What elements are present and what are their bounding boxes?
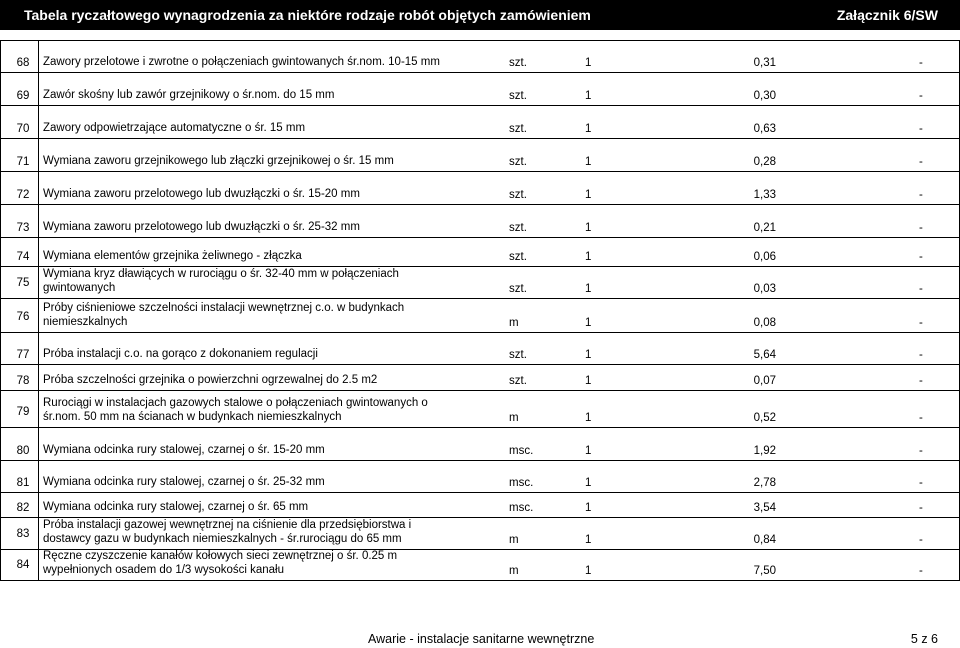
unit-of-measure: m bbox=[509, 565, 519, 577]
unit-of-measure: szt. bbox=[509, 57, 527, 69]
row-number: 77 bbox=[16, 349, 30, 361]
table-row bbox=[1, 333, 959, 365]
extra-value: - bbox=[919, 477, 923, 489]
extra-value: - bbox=[919, 156, 923, 168]
rate-value: 0,30 bbox=[753, 90, 776, 102]
extra-value: - bbox=[919, 565, 923, 577]
rate-value: 0,07 bbox=[753, 375, 776, 387]
unit-of-measure: m bbox=[509, 412, 519, 424]
rate-value: 0,84 bbox=[753, 534, 776, 546]
row-number: 80 bbox=[16, 445, 30, 457]
item-description bbox=[43, 518, 411, 546]
rates-table bbox=[0, 40, 960, 581]
row-number: 75 bbox=[16, 277, 30, 289]
table-row bbox=[1, 267, 959, 299]
item-description bbox=[43, 267, 399, 295]
quantity: 1 bbox=[585, 477, 592, 489]
row-number: 71 bbox=[16, 156, 30, 168]
unit-of-measure: szt. bbox=[509, 375, 527, 387]
row-number: 78 bbox=[16, 375, 30, 387]
table-row bbox=[1, 518, 959, 550]
quantity: 1 bbox=[585, 565, 592, 577]
table-row bbox=[1, 299, 959, 333]
quantity: 1 bbox=[585, 317, 592, 329]
item-description bbox=[43, 549, 397, 577]
unit-of-measure: szt. bbox=[509, 349, 527, 361]
quantity: 1 bbox=[585, 189, 592, 201]
item-description bbox=[43, 396, 428, 424]
rate-value: 0,08 bbox=[753, 317, 776, 329]
description-line: Próby ciśnieniowe szczelności instalacji wewnętrznej c.o. w budynkach bbox=[43, 302, 405, 314]
rate-value: 0,52 bbox=[753, 412, 776, 424]
item-description bbox=[43, 347, 318, 361]
quantity: 1 bbox=[585, 57, 592, 69]
table-row bbox=[1, 73, 959, 106]
rate-value: 2,78 bbox=[753, 477, 776, 489]
extra-value: - bbox=[919, 189, 923, 201]
table-row bbox=[1, 391, 959, 428]
row-number: 74 bbox=[16, 251, 30, 263]
description-line: Wymiana zaworu grzejnikowego lub złączki grzejnikowej o śr. 15 mm bbox=[43, 155, 394, 167]
annex-label: Załącznik 6/SW bbox=[836, 7, 938, 23]
page-header bbox=[0, 0, 960, 30]
row-number: 73 bbox=[16, 222, 30, 234]
description-line: Próba instalacji c.o. na gorąco z dokonaniem regulacji bbox=[43, 348, 318, 360]
unit-of-measure: szt. bbox=[509, 222, 527, 234]
item-description bbox=[43, 88, 334, 102]
quantity: 1 bbox=[585, 222, 592, 234]
table-row bbox=[1, 365, 959, 391]
item-description bbox=[43, 220, 360, 234]
quantity: 1 bbox=[585, 445, 592, 457]
extra-value: - bbox=[919, 349, 923, 361]
item-description bbox=[43, 443, 325, 457]
extra-value: - bbox=[919, 222, 923, 234]
description-line: dostawcy gazu w budynkach niemieszkalnych - śr.rurociągu do 65 mm bbox=[43, 533, 402, 545]
extra-value: - bbox=[919, 317, 923, 329]
extra-value: - bbox=[919, 445, 923, 457]
document-title: Tabela ryczałtowego wynagrodzenia za niektóre rodzaje robót objętych zamówieniem bbox=[24, 7, 591, 23]
quantity: 1 bbox=[585, 349, 592, 361]
description-line: Wymiana zaworu przelotowego lub dwuzłączki o śr. 15-20 mm bbox=[43, 188, 360, 200]
row-number: 68 bbox=[16, 57, 30, 69]
extra-value: - bbox=[919, 412, 923, 424]
table-row bbox=[1, 172, 959, 205]
item-description bbox=[43, 500, 308, 514]
description-line: Próba szczelności grzejnika o powierzchni ogrzewalnej do 2.5 m2 bbox=[43, 374, 378, 386]
row-number: 70 bbox=[16, 123, 30, 135]
rate-value: 0,21 bbox=[753, 222, 776, 234]
extra-value: - bbox=[919, 375, 923, 387]
row-divider bbox=[1, 580, 959, 581]
footer-section: Awarie - instalacje sanitarne wewnętrzne bbox=[368, 632, 595, 646]
extra-value: - bbox=[919, 90, 923, 102]
unit-of-measure: msc. bbox=[509, 477, 534, 489]
table-row bbox=[1, 205, 959, 238]
rate-value: 1,33 bbox=[753, 189, 776, 201]
description-line: Zawór skośny lub zawór grzejnikowy o śr.nom. do 15 mm bbox=[43, 89, 335, 101]
description-line: gwintowanych bbox=[43, 282, 116, 294]
unit-of-measure: szt. bbox=[509, 189, 527, 201]
description-line: Wymiana odcinka rury stalowej, czarnej o śr. 15-20 mm bbox=[43, 444, 325, 456]
row-number: 76 bbox=[16, 311, 30, 323]
unit-of-measure: szt. bbox=[509, 251, 527, 263]
description-line: Zawory przelotowe i zwrotne o połączeniach gwintowanych śr.nom. 10-15 mm bbox=[43, 56, 440, 68]
quantity: 1 bbox=[585, 283, 592, 295]
extra-value: - bbox=[919, 502, 923, 514]
unit-of-measure: m bbox=[509, 534, 519, 546]
description-line: niemieszkalnych bbox=[43, 316, 128, 328]
unit-of-measure: szt. bbox=[509, 123, 527, 135]
unit-of-measure: szt. bbox=[509, 90, 527, 102]
quantity: 1 bbox=[585, 502, 592, 514]
item-description bbox=[43, 154, 394, 168]
table-row bbox=[1, 106, 959, 139]
rate-value: 0,03 bbox=[753, 283, 776, 295]
description-line: Wymiana elementów grzejnika żeliwnego - złączka bbox=[43, 250, 302, 262]
description-line: Ręczne czyszczenie kanałów kołowych sieci zewnętrznej o śr. 0.25 m bbox=[43, 550, 398, 562]
rate-value: 0,06 bbox=[753, 251, 776, 263]
table-row bbox=[1, 550, 959, 581]
footer-page-number: 5 z 6 bbox=[910, 632, 938, 646]
rate-value: 1,92 bbox=[753, 445, 776, 457]
row-number: 69 bbox=[16, 90, 30, 102]
description-line: śr.nom. 50 mm na ścianach w budynkach niemieszkalnych bbox=[43, 411, 342, 423]
extra-value: - bbox=[919, 57, 923, 69]
row-number: 84 bbox=[16, 559, 30, 571]
row-number: 81 bbox=[16, 477, 30, 489]
description-line: wypełnionych osadem do 1/3 wysokości kanału bbox=[43, 564, 284, 576]
description-line: Zawory odpowietrzające automatyczne o śr. 15 mm bbox=[43, 122, 306, 134]
description-line: Wymiana odcinka rury stalowej, czarnej o śr. 25-32 mm bbox=[43, 476, 325, 488]
extra-value: - bbox=[919, 123, 923, 135]
table-row bbox=[1, 238, 959, 267]
quantity: 1 bbox=[585, 412, 592, 424]
unit-of-measure: szt. bbox=[509, 283, 527, 295]
quantity: 1 bbox=[585, 123, 592, 135]
item-description bbox=[43, 475, 325, 489]
row-number: 82 bbox=[16, 502, 30, 514]
unit-of-measure: szt. bbox=[509, 156, 527, 168]
description-line: Próba instalacji gazowej wewnętrznej na ciśnienie dla przedsiębiorstwa i bbox=[43, 519, 412, 531]
rate-value: 0,28 bbox=[753, 156, 776, 168]
extra-value: - bbox=[919, 283, 923, 295]
quantity: 1 bbox=[585, 375, 592, 387]
item-description bbox=[43, 301, 404, 329]
quantity: 1 bbox=[585, 156, 592, 168]
table-row bbox=[1, 428, 959, 461]
quantity: 1 bbox=[585, 90, 592, 102]
extra-value: - bbox=[919, 251, 923, 263]
table-row bbox=[1, 493, 959, 518]
item-description bbox=[43, 55, 440, 69]
description-line: Wymiana zaworu przelotowego lub dwuzłączki o śr. 25-32 mm bbox=[43, 221, 360, 233]
table-row bbox=[1, 461, 959, 493]
rate-value: 0,63 bbox=[753, 123, 776, 135]
unit-of-measure: msc. bbox=[509, 445, 534, 457]
item-description bbox=[43, 373, 377, 387]
row-number: 83 bbox=[16, 528, 30, 540]
quantity: 1 bbox=[585, 251, 592, 263]
item-description bbox=[43, 187, 360, 201]
item-description bbox=[43, 249, 302, 263]
description-line: Wymiana kryz dławiących w rurociągu o śr. 32-40 mm w połączeniach bbox=[43, 268, 399, 280]
unit-of-measure: m bbox=[509, 317, 519, 329]
unit-of-measure: msc. bbox=[509, 502, 534, 514]
rate-value: 5,64 bbox=[753, 349, 776, 361]
table-row bbox=[1, 40, 959, 73]
rate-value: 7,50 bbox=[753, 565, 776, 577]
quantity: 1 bbox=[585, 534, 592, 546]
item-description bbox=[43, 121, 305, 135]
description-line: Wymiana odcinka rury stalowej, czarnej o śr. 65 mm bbox=[43, 501, 309, 513]
extra-value: - bbox=[919, 534, 923, 546]
row-number: 72 bbox=[16, 189, 30, 201]
table-row bbox=[1, 139, 959, 172]
rate-value: 3,54 bbox=[753, 502, 776, 514]
rate-value: 0,31 bbox=[753, 57, 776, 69]
row-number: 79 bbox=[16, 406, 30, 418]
description-line: Rurociągi w instalacjach gazowych stalowe o połączeniach gwintowanych o bbox=[43, 397, 428, 409]
